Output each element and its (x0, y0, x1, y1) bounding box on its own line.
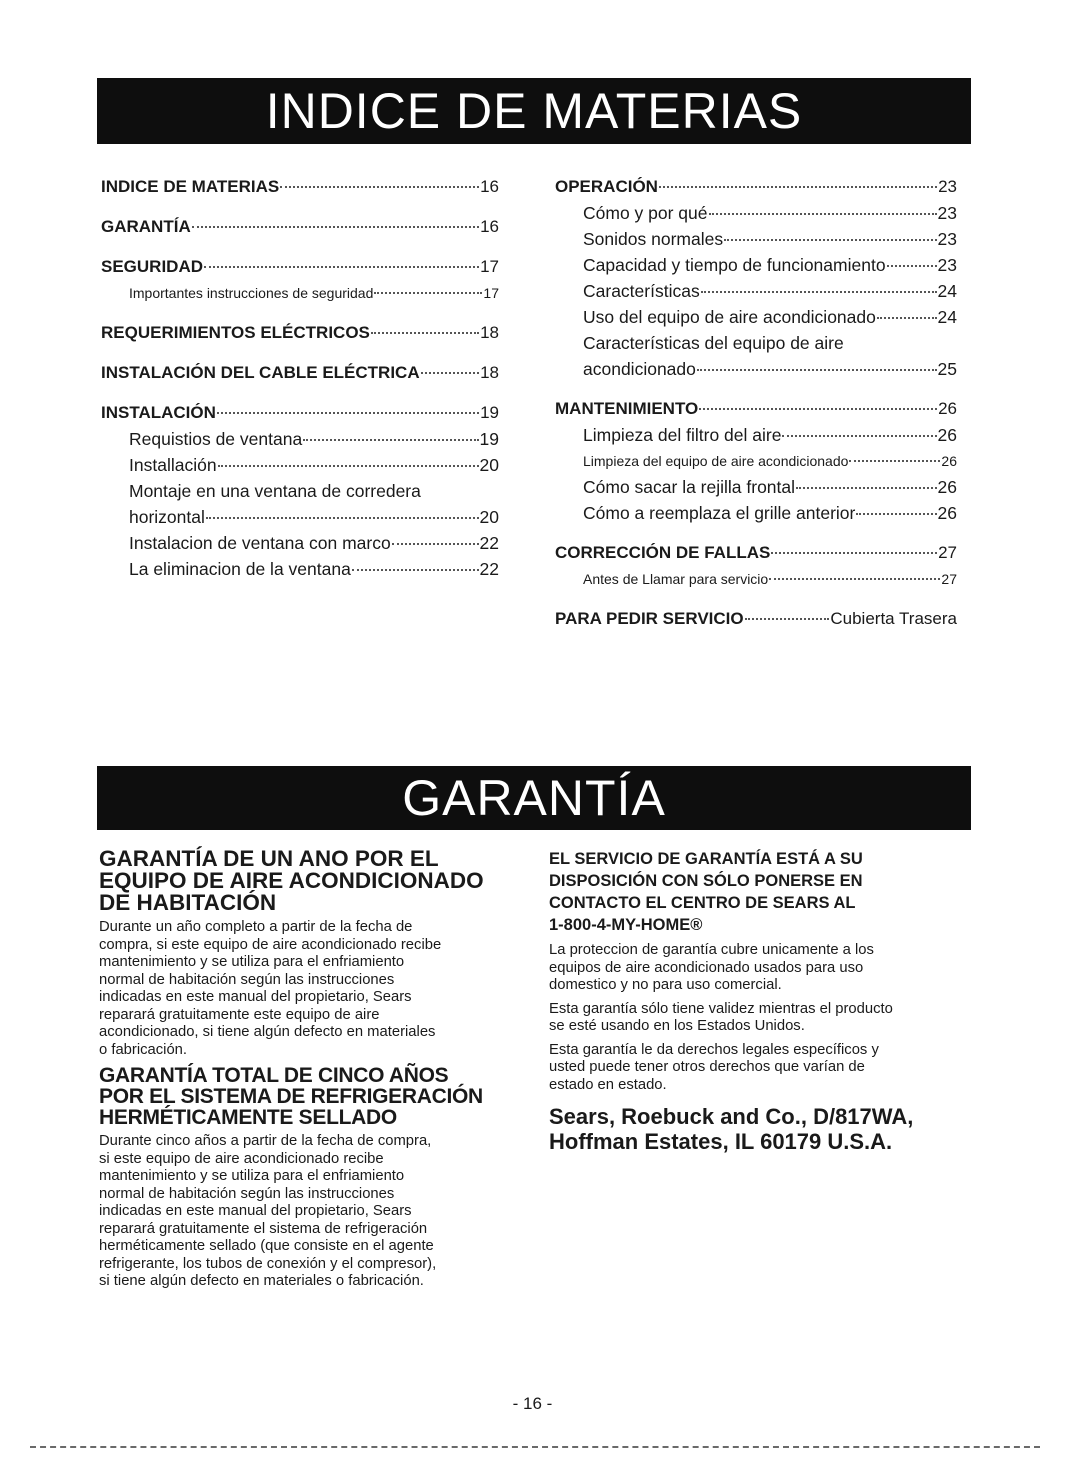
toc-entry-page: 16 (480, 217, 499, 236)
toc-leader-dots (352, 567, 479, 571)
section-banner-indice: INDICE DE MATERIAS (97, 78, 971, 144)
text-line: herméticamente sellado (que consiste en el agente (99, 1238, 434, 1254)
warranty-validity-text (549, 1001, 969, 1036)
toc-entry-page: 25 (937, 359, 957, 379)
toc-entry (101, 504, 499, 530)
text-line: mantenimiento y se utiliza para el enfriamiento (99, 954, 405, 970)
toc-entry-label: GARANTÍA (101, 217, 191, 236)
toc-entry-label: Características (583, 281, 700, 301)
toc-entry (555, 200, 957, 226)
text-line: domestico y no para uso comercial. (549, 977, 782, 993)
toc-entry-label: OPERACIÓN (555, 177, 658, 196)
text-line: Durante cinco años a partir de la fecha de compra, (99, 1133, 432, 1149)
toc-entry-label: Cómo a reemplaza el grille anterior (583, 503, 856, 523)
heading-line: GARANTÍA TOTAL DE CINCO AÑOS (99, 1064, 449, 1087)
toc-entry-page: 26 (937, 477, 957, 497)
toc-entry-label: Cómo y por qué (583, 203, 708, 223)
toc-entry (555, 174, 957, 200)
heading-line: DE HABITACIÓN (99, 890, 277, 915)
toc-entry-page: 22 (479, 559, 499, 579)
text-line: La proteccion de garantía cubre unicamente a los (549, 942, 874, 958)
toc-leader-dots (217, 410, 479, 414)
toc-entry (101, 452, 499, 478)
toc-entry-label: REQUERIMIENTOS ELÉCTRICOS (101, 323, 370, 342)
toc-entry-page: 16 (480, 177, 499, 196)
warranty-one-year-text (99, 919, 519, 1059)
sears-address (549, 1104, 969, 1154)
toc-entry-label: Antes de Llamar para servicio (583, 571, 769, 587)
toc-entry-label: Instalacion de ventana con marco (129, 533, 391, 553)
toc-entry (101, 174, 499, 200)
text-line: Durante un año completo a partir de la fecha de (99, 919, 413, 935)
toc-entry-page: 20 (479, 455, 499, 475)
toc-entry (101, 360, 499, 386)
toc-leader-dots (392, 541, 479, 545)
toc-leader-dots (849, 458, 940, 462)
toc-entry-page: 20 (479, 507, 499, 527)
toc-leader-dots (796, 485, 937, 489)
toc-entry-page: 18 (480, 323, 499, 342)
warranty-service-heading (549, 848, 969, 936)
toc-entry (555, 448, 957, 474)
text-line: normal de habitación según las instrucciones (99, 1185, 395, 1202)
text-line: estado en estado. (549, 1076, 667, 1093)
toc-entry (555, 356, 957, 382)
toc-leader-dots (659, 184, 937, 188)
toc-entry-page: Cubierta Trasera (830, 609, 957, 628)
toc-leader-dots (280, 184, 479, 188)
toc-entry-label: Importantes instrucciones de seguridad (129, 285, 374, 301)
bottom-divider (30, 1446, 1040, 1448)
toc-entry (555, 566, 957, 592)
toc-entry-label: INDICE DE MATERIAS (101, 177, 280, 196)
toc-leader-dots (374, 290, 482, 294)
toc-leader-dots (421, 370, 479, 374)
toc-entry-page: 24 (937, 281, 957, 301)
warranty-left-column (99, 848, 519, 1297)
toc-entry (101, 254, 499, 280)
toc-entry: Montaje en una ventana de corredera (129, 481, 421, 501)
toc-leader-dots (699, 406, 937, 410)
text-line: se esté usando en los Estados Unidos. (549, 1018, 805, 1034)
toc-entry-page: 22 (479, 533, 499, 553)
toc-leader-dots (701, 289, 937, 293)
text-line: usted puede tener otros derechos que varían de (549, 1059, 865, 1075)
toc-leader-dots (782, 433, 936, 437)
toc-leader-dots (697, 367, 937, 371)
toc-entry-page: 17 (480, 257, 499, 276)
text-line: reparará gratuitamente el sistema de refrigeración (99, 1220, 428, 1237)
text-line: indicadas en este manual del propietario, Sears (99, 989, 412, 1005)
text-line: equipos de aire acondicionado usados para uso (549, 959, 864, 976)
text-line: Esta garantía sólo tiene validez mientras el producto (549, 1000, 893, 1017)
text-line: mantenimiento y se utiliza para el enfriamiento (99, 1168, 405, 1184)
warranty-one-year-heading (99, 848, 519, 914)
toc-entry (555, 422, 957, 448)
heading-line: POR EL SISTEMA DE REFRIGERACIÓN (99, 1085, 483, 1108)
heading-line: EQUIPO DE AIRE ACONDICIONADO (99, 868, 484, 893)
toc-entry-page: 19 (480, 403, 499, 422)
heading-line: HERMÉTICAMENTE SELLADO (99, 1106, 397, 1129)
toc-leader-dots (745, 616, 830, 620)
text-line: refrigerante, los tubos de conexión y el compresor), (99, 1255, 437, 1272)
toc-entry-label: Installación (129, 455, 217, 475)
toc-entry-page: 23 (938, 177, 957, 196)
section-banner-garantia: GARANTÍA (97, 766, 971, 830)
toc-entry-page: 19 (479, 429, 499, 449)
toc-leader-dots (206, 515, 479, 519)
heading-line: 1-800-4-MY-HOME® (549, 916, 703, 934)
toc-left-column (101, 174, 499, 582)
warranty-rights-text (549, 1042, 969, 1095)
toc-entry-label: Capacidad y tiempo de funcionamiento (583, 255, 886, 275)
warranty-coverage-text (549, 942, 969, 995)
toc-entry (555, 606, 957, 632)
toc-entry-label: INSTALACIÓN (101, 403, 216, 422)
toc-entry (555, 226, 957, 252)
toc-entry-label: INSTALACIÓN DEL CABLE ELÉCTRICA (101, 363, 420, 382)
warranty-five-year-text (99, 1133, 519, 1291)
toc-entry-label: CORRECCIÓN DE FALLAS (555, 543, 771, 562)
toc-leader-dots (204, 264, 479, 268)
toc-entry-page: 26 (937, 425, 957, 445)
toc-entry-label: La eliminacion de la ventana (129, 559, 351, 579)
toc-entry-page: 27 (941, 571, 957, 587)
toc-leader-dots (192, 224, 479, 228)
toc-leader-dots (856, 511, 936, 515)
toc-entry (101, 530, 499, 556)
toc-entry-page: 17 (483, 285, 499, 301)
toc-entry-page: 27 (938, 543, 957, 562)
address-line: Sears, Roebuck and Co., D/817WA, (549, 1104, 914, 1129)
text-line: acondicionado, si tiene algún defecto en materiales (99, 1024, 436, 1040)
address-line: Hoffman Estates, IL 60179 U.S.A. (549, 1129, 893, 1154)
toc-leader-dots (887, 263, 937, 267)
text-line: compra, si este equipo de aire acondicionado recibe (99, 936, 442, 953)
toc-entry-label: Uso del equipo de aire acondicionado (583, 307, 876, 327)
toc-entry (555, 540, 957, 566)
toc-entry (101, 214, 499, 240)
toc-entry-label: horizontal (129, 507, 205, 527)
toc-entry (555, 474, 957, 500)
toc-entry-page: 18 (480, 363, 499, 382)
toc-entry-label: Limpieza del equipo de aire acondicionado (583, 453, 849, 469)
toc-entry-label: acondicionado (583, 359, 696, 379)
toc-entry (555, 278, 957, 304)
toc-entry (555, 304, 957, 330)
toc-right-column (555, 174, 957, 632)
toc-entry-page: 23 (937, 255, 957, 275)
toc-entry (555, 396, 957, 422)
toc-entry-label: PARA PEDIR SERVICIO (555, 609, 744, 628)
text-line: indicadas en este manual del propietario, Sears (99, 1203, 412, 1219)
toc-entry: Características del equipo de aire (583, 333, 844, 353)
toc-entry-label: SEGURIDAD (101, 257, 204, 276)
toc-leader-dots (877, 315, 937, 319)
text-line: Esta garantía le da derechos legales específicos y (549, 1041, 879, 1058)
toc-entry-page: 23 (937, 229, 957, 249)
text-line: si este equipo de aire acondicionado recibe (99, 1150, 384, 1167)
toc-entry (101, 556, 499, 582)
toc-entry (101, 280, 499, 306)
toc-leader-dots (771, 550, 937, 554)
toc-entry (101, 400, 499, 426)
toc-entry-page: 26 (937, 503, 957, 523)
toc-entry (555, 500, 957, 526)
heading-line: EL SERVICIO DE GARANTÍA ESTÁ A SU (549, 850, 863, 868)
toc-entry-label: Cómo sacar la rejilla frontal (583, 477, 796, 497)
toc-entry (555, 252, 957, 278)
text-line: si tiene algún defecto en materiales o fabricación. (99, 1273, 424, 1289)
toc-leader-dots (371, 330, 479, 334)
toc-entry-page: 23 (937, 203, 957, 223)
toc-entry-page: 26 (938, 399, 957, 418)
heading-line: DISPOSICIÓN CON SÓLO PONERSE EN (549, 872, 863, 890)
toc-entry-page: 26 (941, 453, 957, 469)
toc-leader-dots (724, 237, 936, 241)
toc-entry-label: Requistios de ventana (129, 429, 303, 449)
toc-entry (101, 320, 499, 346)
heading-line: GARANTÍA DE UN ANO POR EL (99, 846, 439, 871)
toc-leader-dots (769, 576, 940, 580)
toc-entry-page: 24 (937, 307, 957, 327)
page-number: - 16 - (512, 1394, 553, 1413)
text-line: normal de habitación según las instrucciones (99, 971, 395, 988)
warranty-five-year-heading (99, 1065, 519, 1128)
text-line: o fabricación. (99, 1041, 188, 1058)
toc-entry-label: Sonidos normales (583, 229, 724, 249)
toc-leader-dots (709, 211, 937, 215)
heading-line: CONTACTO EL CENTRO DE SEARS AL (549, 894, 856, 912)
toc-entry (101, 426, 499, 452)
toc-entry-label: MANTENIMIENTO (555, 399, 699, 418)
toc-entry-label: Limpieza del filtro del aire (583, 425, 782, 445)
toc-leader-dots (218, 463, 479, 467)
warranty-right-column (549, 848, 969, 1154)
text-line: reparará gratuitamente este equipo de aire (99, 1006, 380, 1023)
toc-leader-dots (303, 437, 478, 441)
